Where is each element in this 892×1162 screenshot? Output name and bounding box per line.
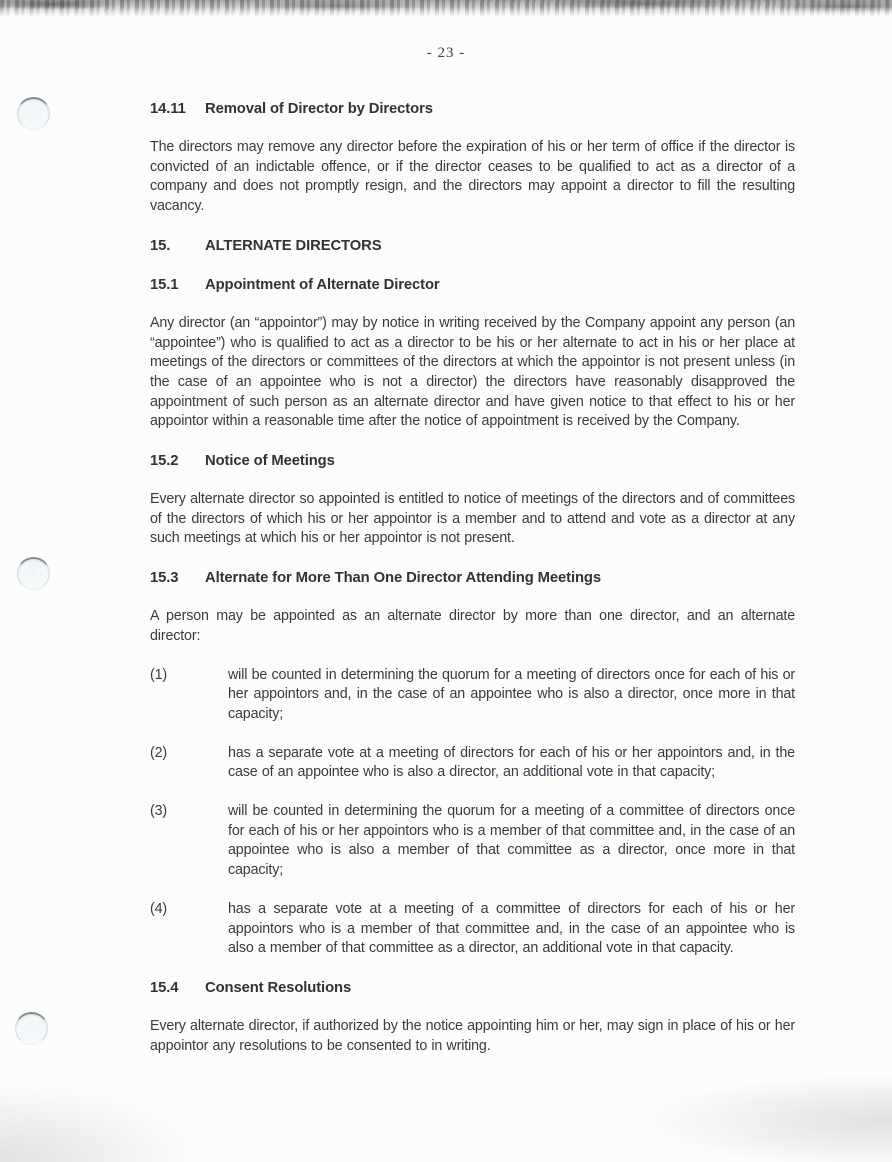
heading-number: 15.1	[150, 276, 179, 293]
paragraph: Any director (an “appointor”) may by notice in writing received by the Company appoint any person (an “appointee”) who is qualified to act as a director to be his or her alternate to act in his or her place at meetings of the directors or committees of the directors at which the appointor is not present unless (in the case of an appointee who is not a director) the directors have reasonably disapproved the appointment of such person as an alternate director and have given notice to that effect to his or her appointor within a reasonable time after the notice of appointment is received by the Company.	[150, 314, 795, 430]
list-text: has a separate vote at a meeting of directors for each of his or her appointors and, in the case of an appointee who is also a director, an additional vote in that capacity;	[228, 744, 795, 781]
heading-title: Removal of Director by Directors	[205, 101, 433, 117]
list-text: will be counted in determining the quorum for a meeting of directors once for each of his or her appointors and, in the case of an appointee who is also a director, once more in that capacity;	[228, 666, 795, 722]
heading-title: Appointment of Alternate Director	[205, 276, 440, 293]
scan-noise-bottom-left	[0, 1082, 200, 1162]
heading-number: 15.	[150, 237, 171, 254]
section-heading-15-1	[150, 275, 795, 295]
binder-ring-mark	[15, 1012, 48, 1045]
document-content	[150, 99, 795, 1056]
list-marker: (2)	[150, 744, 168, 761]
heading-number: 15.4	[150, 979, 179, 996]
paragraph: Every alternate director so appointed is entitled to notice of meetings of the directors and of committees of the directors of which his or her appointor is a member and to attend and vote as a director at any such meetings at which his or her appointor is not present.	[150, 491, 795, 547]
section-heading-15	[150, 236, 795, 256]
section-heading-15-2	[150, 451, 795, 471]
scan-edge-artifact-top	[0, 0, 892, 17]
list-marker: (3)	[150, 803, 168, 820]
heading-title: Consent Resolutions	[205, 979, 352, 996]
heading-title: ALTERNATE DIRECTORS	[205, 237, 382, 254]
section-heading-15-4	[150, 978, 795, 998]
list-item-1	[150, 666, 795, 725]
list-text: has a separate vote at a meeting of a committee of directors for each of his or her appointors who is a member of that committee and, in the case of an appointee who is also a member of that committee as a director, an additional vote in that capacity.	[228, 900, 795, 957]
paragraph: A person may be appointed as an alternate director by more than one director, and an alternate director:	[150, 608, 795, 644]
list-marker: (1)	[150, 666, 168, 683]
binder-ring-mark	[17, 557, 50, 590]
paragraph: Every alternate director, if authorized by the notice appointing him or her, may sign in place of his or her appointor any resolutions to be consented to in writing.	[150, 1017, 795, 1054]
list-text: will be counted in determining the quorum for a meeting of a committee of directors once for each of his or her appointors who is a member of that committee and, in the case of an appointee who is also a member of that committee as a director, once more in that capacity;	[228, 803, 795, 879]
section-heading-15-3	[150, 568, 795, 588]
list-item-2	[150, 744, 795, 783]
page-number: - 23 -	[426, 45, 466, 61]
list-marker: (4)	[150, 900, 168, 917]
heading-number: 15.3	[150, 570, 179, 587]
list-item-3	[150, 802, 795, 881]
heading-number: 15.2	[150, 453, 179, 470]
paragraph: The directors may remove any director before the expiration of his or her term of office if the director is convicted of an indictable offence, or if the director ceases to be qualified to act as a director of a company and does not promptly resign, and the directors may appoint a director to fill the resulting vacancy.	[150, 139, 795, 215]
list-item-4	[150, 900, 795, 959]
section-heading-14-11	[150, 99, 795, 119]
binder-ring-mark	[17, 97, 50, 130]
scan-noise-bottom-right	[632, 1072, 892, 1162]
heading-number: 14.11	[150, 101, 186, 117]
heading-title: Notice of Meetings	[205, 453, 335, 470]
heading-title: Alternate for More Than One Director Attending Meetings	[205, 570, 601, 587]
